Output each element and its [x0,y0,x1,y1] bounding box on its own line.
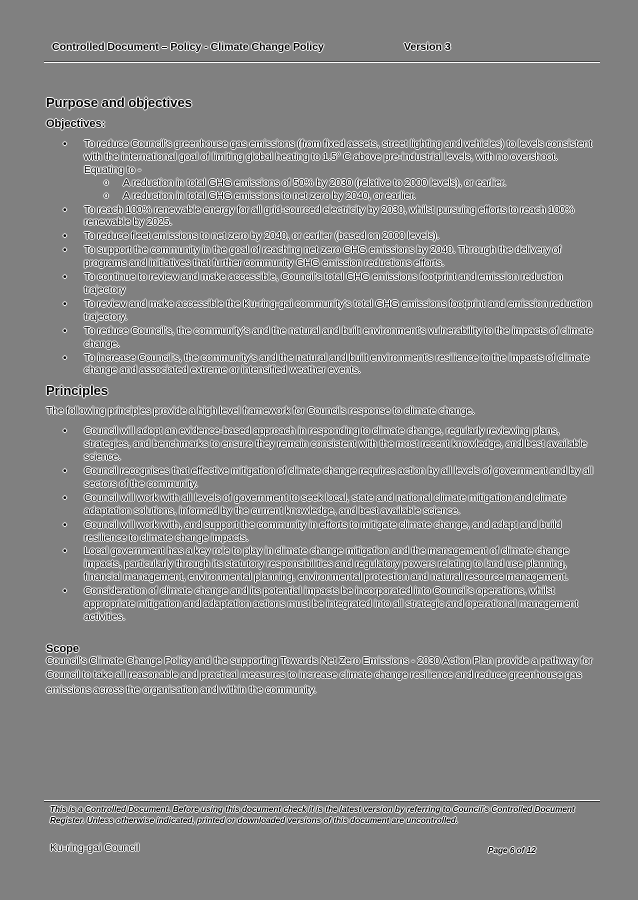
principle-item: • Consideration of climate change and its potential impacts be incorporated into Council's operations, whilst appropriate mitigation and adaptation actions must be integrated into all strategic and operational management activities. [46,586,596,625]
objective-item: • To review and make accessible the Ku-ring-gai community's total GHG emissions footprint and emission reduction trajectory. [46,299,596,325]
objective-subitem: o A reduction in total GHG emissions of 50% by 2030 (relative to 2000 levels), or earlier. [46,178,596,191]
scope-section [46,643,596,699]
objective-item: • To continue to review and make accessible, Council's total GHG emissions footprint and emission reduction trajectory [46,272,596,298]
document-body [46,94,596,698]
page-number: Page 6 of 12 [488,846,536,855]
principle-item: • Council will work with all levels of government to seek local, state and national climate mitigation and climate adaptation solutions, informed by the current knowledge, and best available science. [46,493,596,519]
principle-item: • Council will work with, and support the community in efforts to mitigate climate change, and adapt and build resilience to climate change impacts. [46,520,596,546]
page-header [44,40,600,62]
section-heading-principles: Principles [46,383,109,399]
section-heading-scope: Scope [46,642,80,655]
controlled-document-notice: This is a Controlled Document. Before using this document check it is the latest version by referring to Council's Controlled Document Register. Unless otherwise indicated, printed or downloaded versions of this document are uncontrolled. [50,805,575,825]
objective-item: • To reach 100% renewable energy for all grid-sourced electricity by 2030, whilst pursuing efforts to reach 100% renewable by 2025. [46,205,596,231]
objective-item [46,139,596,204]
organisation-name: Ku-ring-gai Council [50,842,140,854]
principles-list [46,426,596,625]
objective-item: • To support the community in the goal of reaching net zero GHG emissions by 2040. Through the delivery of programs and initiatives that further community GHG emission reductions efforts. [46,245,596,271]
objectives-list [46,139,596,378]
objective-sublist [84,178,596,204]
objective-item: • To reduce Council's, the community's and the natural and built environment's vulnerability to the impacts of climate change. [46,326,596,352]
objective-item: • To increase Council's, the community's and the natural and built environment's resilience to the impacts of climate change and associated extreme or intensified weather events. [46,353,596,379]
principle-item: • Council will adopt an evidence-based approach in responding to climate change, regularly reviewing plans, strategies, and benchmarks to ensure they remain consistent with the most recent knowledge, and best available science. [46,426,596,465]
header-divider [44,61,600,63]
objectives-subheading: Objectives: [46,118,106,130]
section-heading-purpose: Purpose and objectives [46,95,192,110]
document-version: Version 3 [404,41,451,53]
objective-subitem: o A reduction in total GHG emissions to net zero by 2040, or earlier. [46,191,596,204]
objective-text: To reduce Council's greenhouse gas emissions (from fixed assets, street lighting and vehicles) to levels consistent with the international goal of limiting global heating to 1.5° C above pre-industrial levels, with no overshoot. Equating to - [84,139,592,176]
page-footer [44,800,602,855]
footer-divider [44,800,600,802]
principle-item: • Council recognises that effective mitigation of climate change requires action by all levels of government and by all sectors of the community. [46,466,596,492]
document-title: Controlled Document – Policy - Climate Change Policy [52,41,324,53]
scope-text: Council's Climate Change Policy and the supporting Towards Net Zero Emissions - 2030 Action Plan provide a pathway for Council to take all reasonable and practical measures to increase climate change resilience and reduce greenhouse gas emissions across the organisation and within the community. [46,655,593,696]
objective-item: • To reduce fleet emissions to net zero by 2040, or earlier (based on 2000 levels). [46,231,596,244]
principle-item: • Local government has a key role to play in climate change mitigation and the management of climate change impacts, particularly through its statutory responsibilities and regulatory powers relating to land use planning, financial management, environmental planning, environmental protection and natural resource management. [46,546,596,585]
principles-intro: The following principles provide a high level framework for Councils response to climate change. [46,406,475,418]
